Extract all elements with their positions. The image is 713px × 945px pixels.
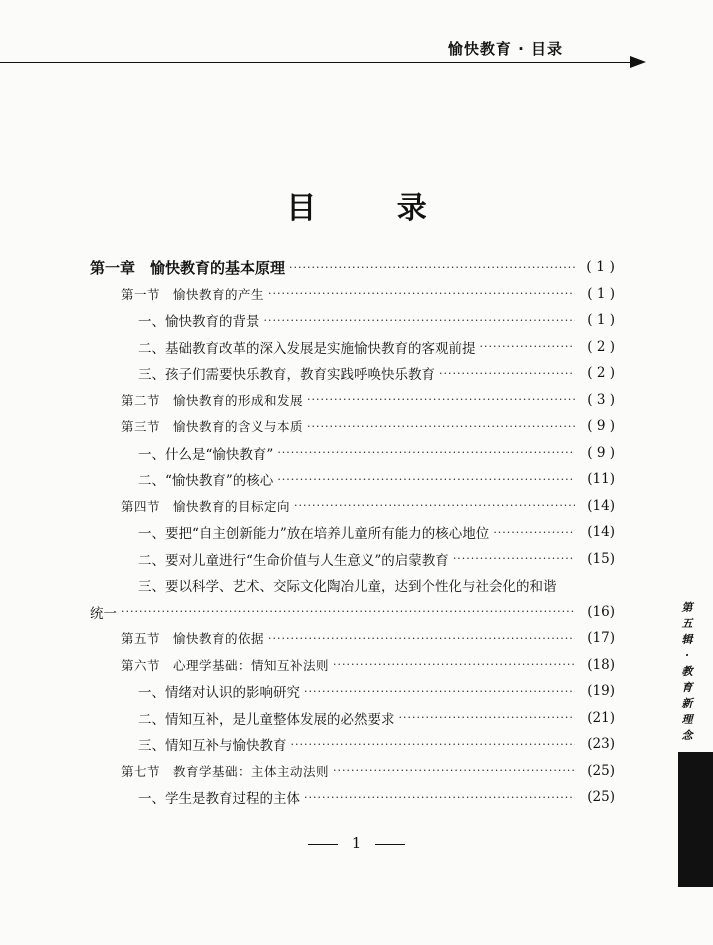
- toc-entry-title: 三、情知互补与愉快教育: [138, 738, 287, 755]
- side-tab-char: 念: [681, 729, 693, 742]
- toc-entry-page: (11): [587, 471, 615, 488]
- toc-leader-dots: [480, 340, 576, 353]
- toc-leader-dots: [294, 499, 575, 512]
- toc-entry-page: (18): [587, 656, 615, 673]
- side-tab-bar: [678, 752, 713, 887]
- toc-entry-title: 二、“愉快教育”的核心: [138, 473, 274, 490]
- side-tab-char: 五: [681, 617, 693, 630]
- toc-entry[interactable]: [90, 334, 615, 361]
- side-tab-char: 育: [681, 681, 693, 694]
- page-number: 1: [351, 834, 362, 852]
- toc-entry[interactable]: [90, 572, 615, 599]
- toc-entry-page: (14): [587, 497, 615, 514]
- side-tab-char: 辑: [681, 633, 693, 646]
- toc-entry[interactable]: [90, 307, 615, 334]
- toc-entry-page: ( 1 ): [587, 312, 615, 329]
- toc-leader-dots: [268, 632, 575, 645]
- toc-entry[interactable]: [90, 254, 615, 281]
- toc-entry-page: (25): [587, 762, 615, 779]
- toc-entry[interactable]: [90, 625, 615, 652]
- toc-leader-dots: [307, 420, 575, 433]
- footer-dash-left: [308, 844, 338, 845]
- toc-entry-title: 二、情知互补，是儿童整体发展的必然要求: [138, 711, 395, 728]
- toc-entry[interactable]: [90, 519, 615, 546]
- toc-leader-dots: [439, 367, 575, 380]
- toc-leader-dots: [121, 605, 575, 618]
- toc-leader-dots: [333, 658, 575, 671]
- toc-entry-page: ( 2 ): [587, 365, 615, 382]
- toc-entry-title: 一、情绪对认识的影响研究: [138, 685, 300, 702]
- toc-leader-dots: [399, 711, 576, 724]
- toc-entry-page: (25): [587, 789, 615, 806]
- toc-leader-dots: [268, 287, 575, 300]
- toc-entry-page: (23): [587, 736, 615, 753]
- toc-entry-title: 一、愉快教育的背景: [138, 314, 260, 331]
- toc-entry[interactable]: [90, 784, 615, 811]
- toc-entry-title: 二、要对儿童进行“生命价值与人生意义”的启蒙教育: [138, 552, 449, 569]
- toc-entry-title: 一、学生是教育过程的主体: [138, 791, 300, 808]
- toc-entry[interactable]: [90, 413, 615, 440]
- toc-entry-page: ( 2 ): [587, 338, 615, 355]
- toc-entry-page: ( 9 ): [587, 444, 615, 461]
- toc-entry-title: 第七节 教育学基础：主体主动法则: [121, 763, 330, 779]
- toc-entry-title: 第三节 愉快教育的含义与本质: [121, 419, 304, 435]
- toc-entry[interactable]: [90, 599, 615, 626]
- toc-entry-title: 第一节 愉快教育的产生: [121, 286, 265, 302]
- toc-entry-title: 第五节 愉快教育的依据: [121, 631, 265, 647]
- side-tab-char: 第: [681, 601, 693, 614]
- page-title: [0, 183, 713, 227]
- toc-leader-dots: [291, 738, 576, 751]
- table-of-contents: [90, 254, 615, 811]
- toc-entry[interactable]: [90, 652, 615, 679]
- toc-entry[interactable]: [90, 440, 615, 467]
- toc-entry-title: 三、要以科学、艺术、交际文化陶冶儿童，达到个性化与社会化的和谐: [138, 579, 557, 596]
- toc-leader-dots: [264, 314, 576, 327]
- toc-entry-title: 一、要把“自主创新能力”放在培养儿童所有能力的核心地位: [138, 526, 490, 543]
- toc-entry[interactable]: [90, 387, 615, 414]
- toc-leader-dots: [493, 526, 575, 539]
- toc-entry-title: 第四节 愉快教育的目标定向: [121, 498, 291, 514]
- title-char-2: 录: [396, 191, 427, 226]
- toc-entry-page: ( 1 ): [586, 259, 615, 276]
- toc-entry-page: (19): [587, 683, 615, 700]
- side-tab-text: [679, 600, 695, 744]
- toc-entry[interactable]: [90, 678, 615, 705]
- toc-leader-dots: [307, 393, 575, 406]
- toc-leader-dots: [333, 764, 575, 777]
- toc-leader-dots: [304, 685, 575, 698]
- toc-leader-dots: [453, 552, 575, 565]
- toc-entry-page: (16): [587, 603, 615, 620]
- toc-leader-dots: [277, 473, 575, 486]
- toc-entry-title: 第二节 愉快教育的形成和发展: [121, 392, 304, 408]
- footer-dash-right: [375, 844, 405, 845]
- toc-entry-title: 第六节 心理学基础：情知互补法则: [121, 657, 330, 673]
- toc-entry-title: 统一: [90, 605, 117, 622]
- side-tab-char: ·: [685, 649, 689, 662]
- toc-entry[interactable]: [90, 731, 615, 758]
- toc-entry-title: 三、孩子们需要快乐教育，教育实践呼唤快乐教育: [138, 367, 435, 384]
- header-rule-arrow: [630, 56, 646, 68]
- toc-entry[interactable]: [90, 758, 615, 785]
- header-rule: [0, 62, 635, 63]
- toc-entry-title: 第一章 愉快教育的基本原理: [90, 258, 286, 277]
- toc-entry-page: (14): [587, 524, 615, 541]
- toc-entry-page: (21): [587, 709, 615, 726]
- side-tab-char: 理: [681, 713, 693, 726]
- running-header: 愉快教育 · 目录: [447, 40, 563, 58]
- toc-entry-title: 二、基础教育改革的深入发展是实施愉快教育的客观前提: [138, 340, 476, 357]
- toc-leader-dots: [277, 446, 575, 459]
- toc-entry-page: ( 3 ): [587, 391, 615, 408]
- toc-entry[interactable]: [90, 360, 615, 387]
- page-footer: [0, 834, 713, 852]
- toc-entry-page: (17): [587, 630, 615, 647]
- toc-entry-title: 一、什么是“愉快教育”: [138, 446, 274, 463]
- toc-entry-page: (15): [587, 550, 615, 567]
- toc-entry[interactable]: [90, 281, 615, 308]
- toc-entry-page: ( 9 ): [587, 418, 615, 435]
- toc-leader-dots: [304, 791, 575, 804]
- toc-entry[interactable]: [90, 466, 615, 493]
- toc-entry[interactable]: [90, 546, 615, 573]
- toc-entry[interactable]: [90, 705, 615, 732]
- toc-entry[interactable]: [90, 493, 615, 520]
- toc-entry-page: ( 1 ): [587, 285, 615, 302]
- side-tab-char: 新: [681, 697, 693, 710]
- toc-leader-dots: [289, 261, 575, 274]
- title-char-1: 目: [286, 191, 317, 226]
- side-tab-char: 教: [681, 665, 693, 678]
